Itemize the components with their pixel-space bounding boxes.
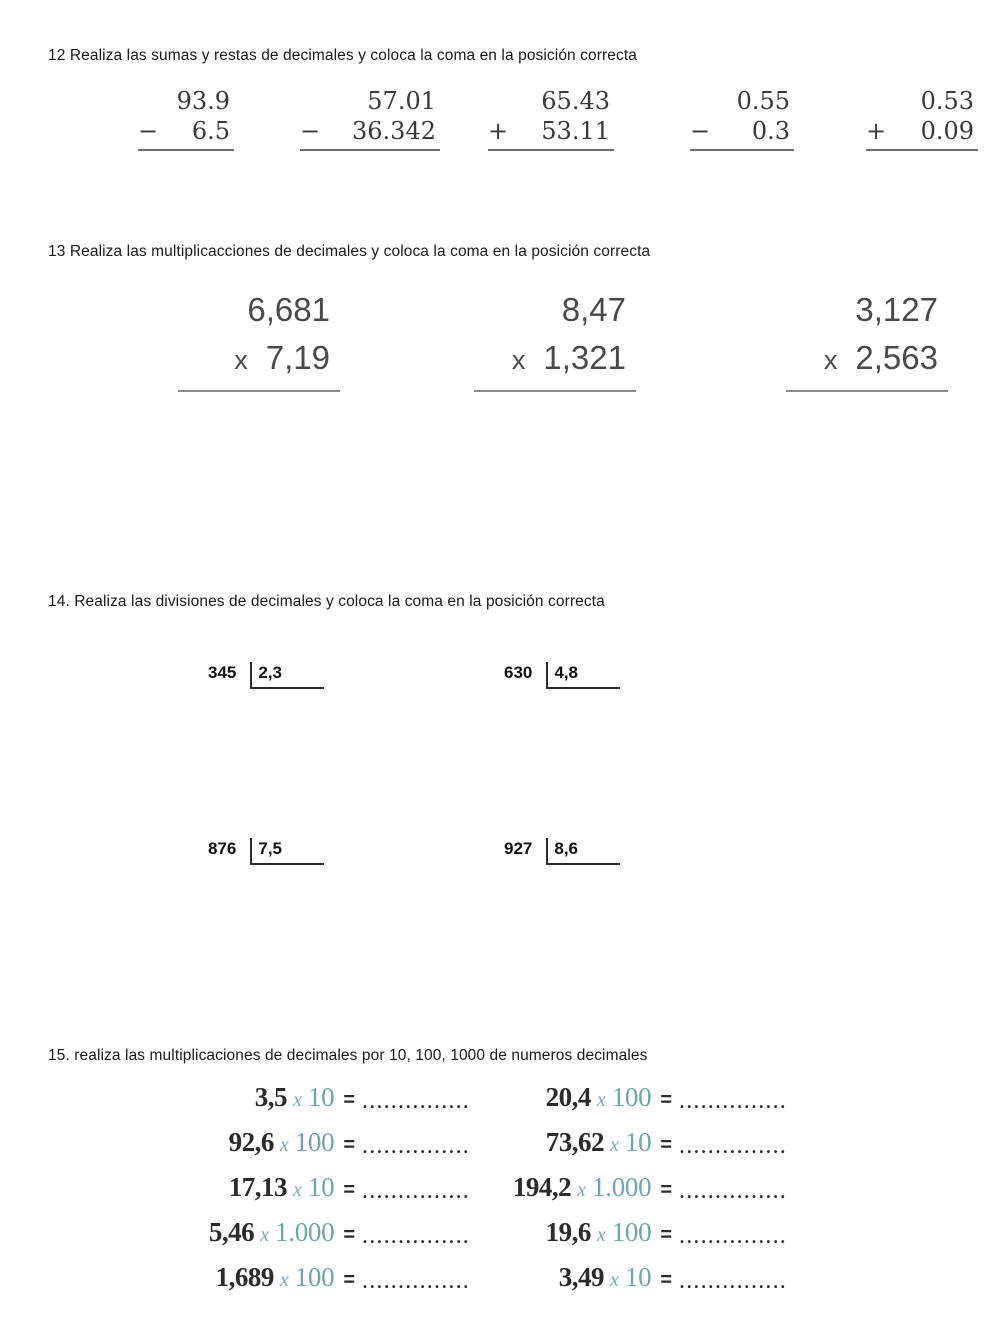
operand-bottom: 1,321 <box>543 339 626 376</box>
power-operand: 1.000 <box>275 1217 335 1247</box>
long-division-problem <box>208 838 324 865</box>
multiply-by-power-row <box>205 1217 470 1262</box>
answer-rule <box>178 390 340 392</box>
exercise-column-left <box>205 1082 470 1307</box>
multiply-by-power-row <box>205 1127 470 1172</box>
decimal-operand: 92,6 <box>228 1127 274 1157</box>
divisor: 7,5 <box>250 838 324 865</box>
equals-sign: = <box>660 1089 672 1111</box>
multiply-sign: x <box>279 1134 289 1156</box>
divisor: 4,8 <box>546 662 620 689</box>
column-multiplication-problem <box>786 286 948 392</box>
power-operand: 100 <box>294 1127 335 1157</box>
operand-bottom: 36.342 <box>352 117 436 145</box>
decimal-operand: 3,49 <box>558 1262 605 1292</box>
power-operand: 100 <box>611 1082 652 1112</box>
equals-sign: = <box>660 1134 672 1156</box>
question-13-heading: 13 Realiza las multiplicacciones de decimales y coloca la coma en la posición correcta <box>48 243 651 260</box>
multiply-sign: x <box>823 345 838 375</box>
equals-sign: = <box>343 1224 355 1246</box>
question-13-problem-row <box>0 286 992 396</box>
operand-top: 65.43 <box>541 87 610 115</box>
multiply-sign: x <box>260 1224 270 1246</box>
multiply-sign: x <box>293 1089 302 1111</box>
exercise-column-right <box>487 1082 787 1307</box>
answer-blank[interactable]: ............... <box>679 1133 787 1159</box>
column-arithmetic-problem <box>866 86 978 151</box>
operand-bottom: 7,19 <box>265 339 330 376</box>
column-arithmetic-problem <box>488 86 614 151</box>
question-12-problem-row <box>0 86 992 166</box>
multiply-sign: x <box>511 345 526 375</box>
answer-blank[interactable]: ............... <box>679 1223 787 1249</box>
power-operand: 100 <box>611 1217 652 1247</box>
equals-sign: = <box>343 1134 355 1156</box>
multiply-sign: x <box>279 1269 289 1291</box>
answer-rule <box>474 390 636 392</box>
multiply-by-power-row <box>205 1082 470 1127</box>
multiply-sign: x <box>577 1179 587 1201</box>
operator-symbol: − <box>300 117 321 145</box>
long-division-problem <box>208 662 324 689</box>
operand-top: 6,681 <box>247 291 330 328</box>
answer-rule <box>488 149 614 151</box>
divisor: 2,3 <box>250 662 324 689</box>
decimal-operand: 19,6 <box>545 1217 591 1247</box>
dividend: 345 <box>208 663 237 682</box>
equals-sign: = <box>343 1269 355 1291</box>
answer-blank[interactable]: ............... <box>362 1223 470 1249</box>
multiply-by-power-row <box>205 1172 470 1217</box>
decimal-operand: 73,62 <box>545 1127 605 1157</box>
answer-rule <box>786 390 948 392</box>
operand-bottom: 0.3 <box>751 117 790 145</box>
power-operand: 1.000 <box>592 1172 652 1202</box>
operand-bottom: 0.09 <box>920 117 974 145</box>
operator-symbol: − <box>690 117 711 145</box>
answer-rule <box>690 149 794 151</box>
column-multiplication-problem <box>178 286 340 392</box>
long-division-problem <box>504 838 620 865</box>
multiply-sign: x <box>610 1134 619 1156</box>
operator-symbol: + <box>488 117 509 145</box>
power-operand: 10 <box>307 1082 335 1112</box>
column-arithmetic-problem <box>138 86 234 151</box>
operand-bottom: 2,563 <box>855 339 938 376</box>
multiply-by-power-row <box>487 1217 787 1262</box>
question-12-heading: 12 Realiza las sumas y restas de decimales y coloca la coma en la posición correcta <box>48 47 637 64</box>
column-multiplication-problem <box>474 286 636 392</box>
multiply-sign: x <box>293 1179 302 1201</box>
power-operand: 10 <box>307 1172 335 1202</box>
long-division-problem <box>504 662 620 689</box>
decimal-operand: 17,13 <box>228 1172 288 1202</box>
multiply-by-power-row <box>487 1262 787 1307</box>
decimal-operand: 194,2 <box>512 1172 572 1202</box>
decimal-operand: 20,4 <box>545 1082 591 1112</box>
answer-blank[interactable]: ............... <box>362 1178 470 1204</box>
operand-top: 0.53 <box>920 87 974 115</box>
equals-sign: = <box>343 1179 355 1201</box>
multiply-by-power-row <box>487 1172 787 1217</box>
dividend: 927 <box>504 839 533 858</box>
multiply-sign: x <box>596 1224 606 1246</box>
question-14-heading: 14. Realiza las divisiones de decimales y coloca la coma en la posición correcta <box>48 593 605 610</box>
decimal-operand: 3,5 <box>254 1082 288 1112</box>
equals-sign: = <box>660 1269 672 1291</box>
answer-blank[interactable]: ............... <box>679 1268 787 1294</box>
equals-sign: = <box>660 1179 672 1201</box>
power-operand: 10 <box>624 1127 652 1157</box>
power-operand: 10 <box>624 1262 652 1292</box>
equals-sign: = <box>343 1089 355 1111</box>
multiply-sign: x <box>234 345 248 375</box>
question-15-heading: 15. realiza las multiplicaciones de decimales por 10, 100, 1000 de numeros decimales <box>48 1047 648 1064</box>
operand-bottom: 53.11 <box>541 117 610 145</box>
multiply-sign: x <box>596 1089 606 1111</box>
dividend: 876 <box>208 839 237 858</box>
operand-top: 57.01 <box>367 87 436 115</box>
power-operand: 100 <box>294 1262 335 1292</box>
answer-blank[interactable]: ............... <box>679 1178 787 1204</box>
operand-top: 0.55 <box>736 87 790 115</box>
answer-rule <box>138 149 234 151</box>
operand-top: 3,127 <box>855 291 938 328</box>
dividend: 630 <box>504 663 533 682</box>
answer-rule <box>300 149 440 151</box>
answer-blank[interactable]: ............... <box>362 1088 470 1114</box>
divisor: 8,6 <box>546 838 620 865</box>
answer-rule <box>866 149 978 151</box>
column-arithmetic-problem <box>300 86 440 151</box>
operator-symbol: + <box>866 117 887 145</box>
multiply-by-power-row <box>205 1262 470 1307</box>
equals-sign: = <box>660 1224 672 1246</box>
multiply-sign: x <box>610 1269 619 1291</box>
answer-blank[interactable]: ............... <box>362 1268 470 1294</box>
operand-top: 8,47 <box>561 291 626 328</box>
decimal-operand: 1,689 <box>215 1262 274 1292</box>
operand-bottom: 6.5 <box>191 117 230 145</box>
operand-top: 93.9 <box>176 87 230 115</box>
column-arithmetic-problem <box>690 86 794 151</box>
operator-symbol: − <box>138 117 159 145</box>
multiply-by-power-row <box>487 1127 787 1172</box>
multiply-by-power-row <box>487 1082 787 1127</box>
decimal-operand: 5,46 <box>208 1217 255 1247</box>
answer-blank[interactable]: ............... <box>679 1088 787 1114</box>
answer-blank[interactable]: ............... <box>362 1133 470 1159</box>
